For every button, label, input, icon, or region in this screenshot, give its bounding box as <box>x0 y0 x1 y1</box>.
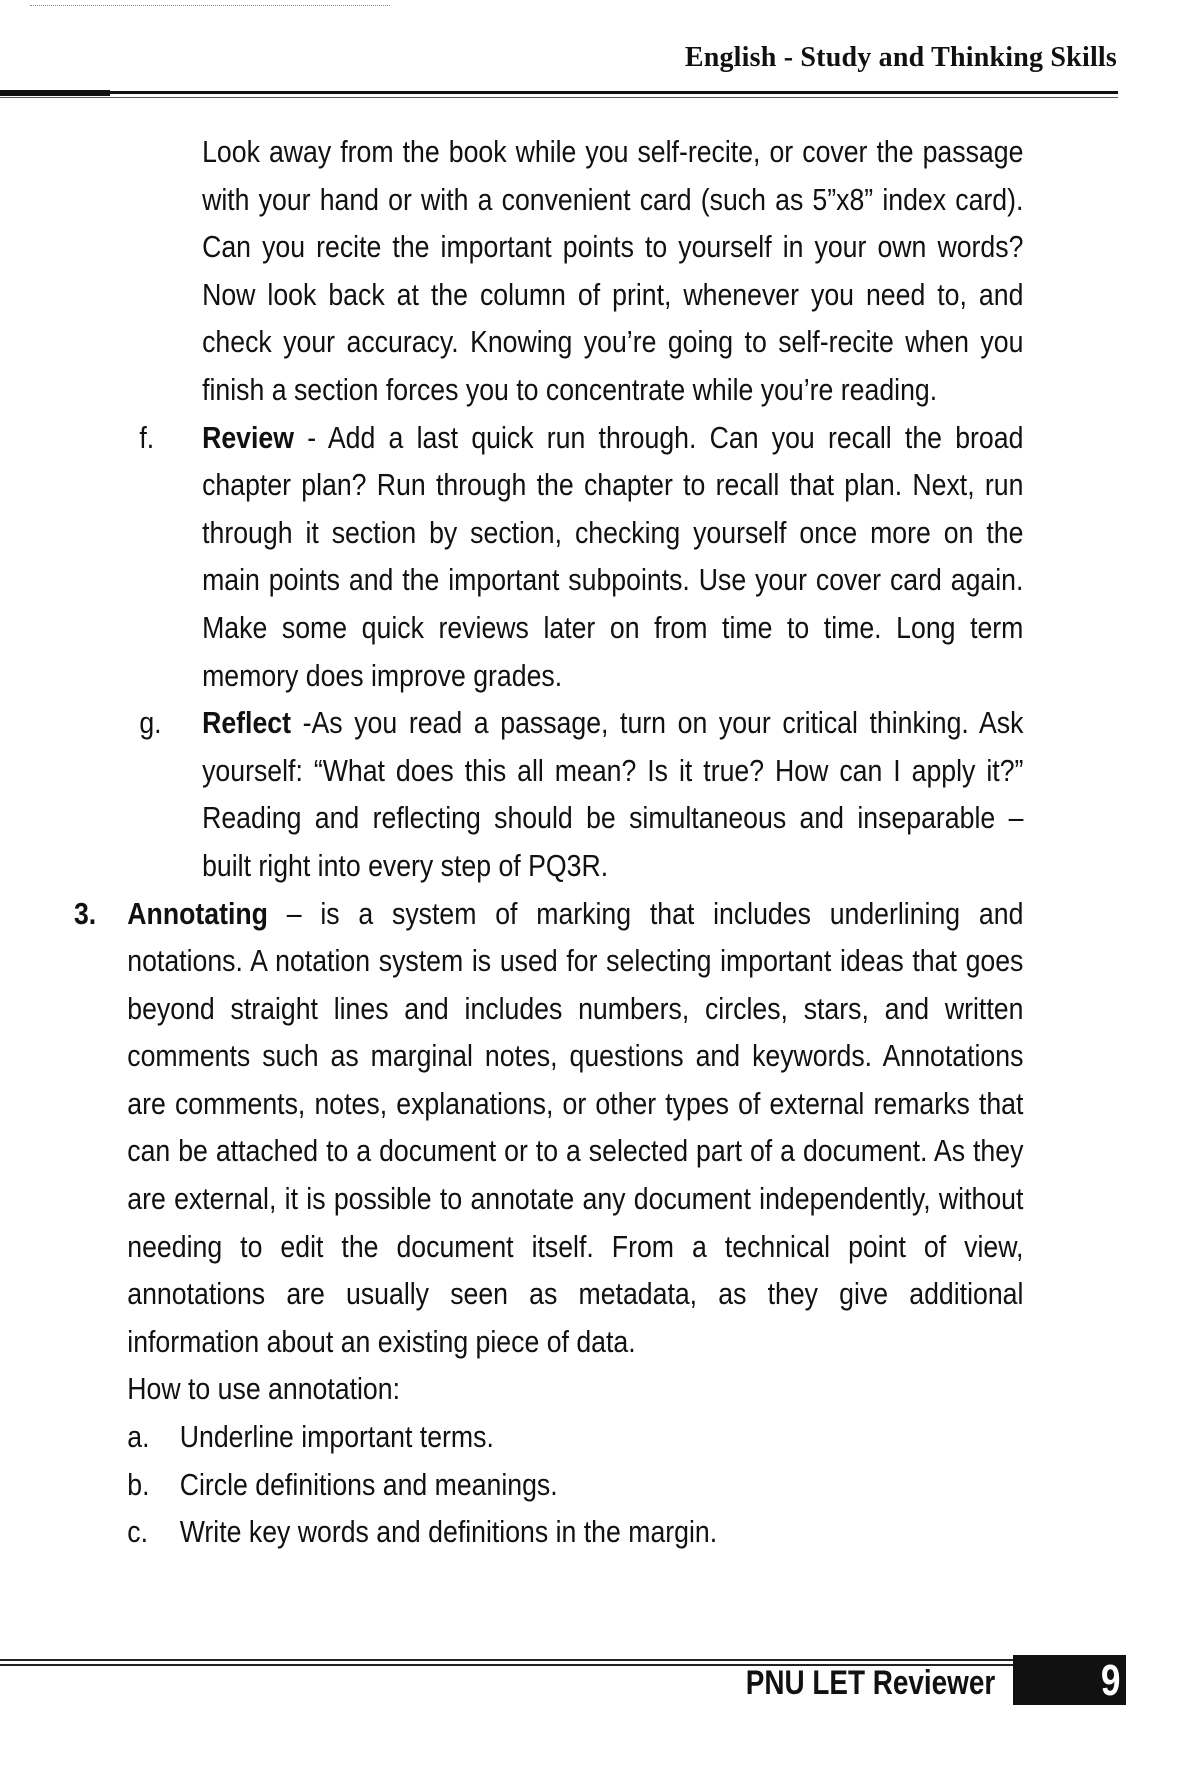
list-item-reflect <box>139 699 1024 889</box>
page-content <box>0 128 1024 1556</box>
header-title: English - Study and Thinking Skills <box>684 42 1117 73</box>
how-to-text: Underline important terms. <box>179 1419 494 1455</box>
page-footer <box>0 1650 1185 1767</box>
annotating-text: – is a system of marking that includes underlining and notations. A notation system is used for selecting important ideas that goes beyond straight lines and includes numbers, circles, stars, and written comments such as marginal notes, questions and keywords. Annotations are comments, notes, explanations, or other types of external remarks that can be attached to a document or to a selected part of a document. As they are external, it is possible to annotate any document independently, without needing to edit the document itself. From a technical point of view, annotations are usually seen as metadata, as they give additional information about an existing piece of data. <box>127 895 1024 1359</box>
list-marker: 3. <box>73 895 97 931</box>
term-reflect: Reflect <box>202 705 292 741</box>
how-to-text: Write key words and definitions in the margin. <box>179 1514 718 1550</box>
list-item-review <box>139 414 1024 700</box>
list-marker: g. <box>139 705 162 741</box>
how-to-text: Circle definitions and meanings. <box>179 1466 558 1502</box>
page-number-badge <box>1013 1655 1126 1705</box>
how-to-item <box>127 1461 954 1509</box>
scan-artifact <box>30 5 390 8</box>
list-item-annotating <box>73 890 1024 1366</box>
review-text: - Add a last quick run through. Can you recall the broad chapter plan? Run through the chapter to recall that plan. Next, run through it section by section, checking yourself once more on the main points and the important subpoints. Use your cover card again. Make some quick reviews later on from time to time. Long term memory does improve grades. <box>202 419 1024 693</box>
header-rule-thin <box>0 97 1118 98</box>
how-to-item <box>127 1413 954 1461</box>
term-annotating: Annotating <box>127 895 268 931</box>
intro-paragraph: Look away from the book while you self-recite, or cover the passage with your hand or with a convenient card (such as 5”x8” index card). Can you recite the important points to yourself in your own words? Now look back at the column of print, whenever you need to, and check your accuracy. Knowing you’re going to self-recite when you finish a section forces you to concentrate while you’re reading. <box>202 134 1024 407</box>
footer-rule <box>0 1659 1125 1661</box>
page-header <box>0 0 1185 110</box>
page-number: 9 <box>1100 1656 1120 1705</box>
list-marker: b. <box>127 1466 150 1502</box>
reflect-text: -As you read a passage, turn on your critical thinking. Ask yourself: “What does this all mean? Is it true? How can I apply it?” Reading and reflecting should be simultaneous and inseparable – built right into every step of PQ3R. <box>202 705 1024 883</box>
header-rule <box>0 91 1118 94</box>
list-marker: f. <box>139 419 155 455</box>
term-review: Review <box>202 419 294 455</box>
list-marker: a. <box>127 1419 150 1455</box>
list-marker: c. <box>127 1514 149 1550</box>
how-to-item <box>127 1508 954 1556</box>
how-to-heading: How to use annotation: <box>127 1371 400 1407</box>
footer-title: PNU LET Reviewer <box>745 1664 995 1702</box>
